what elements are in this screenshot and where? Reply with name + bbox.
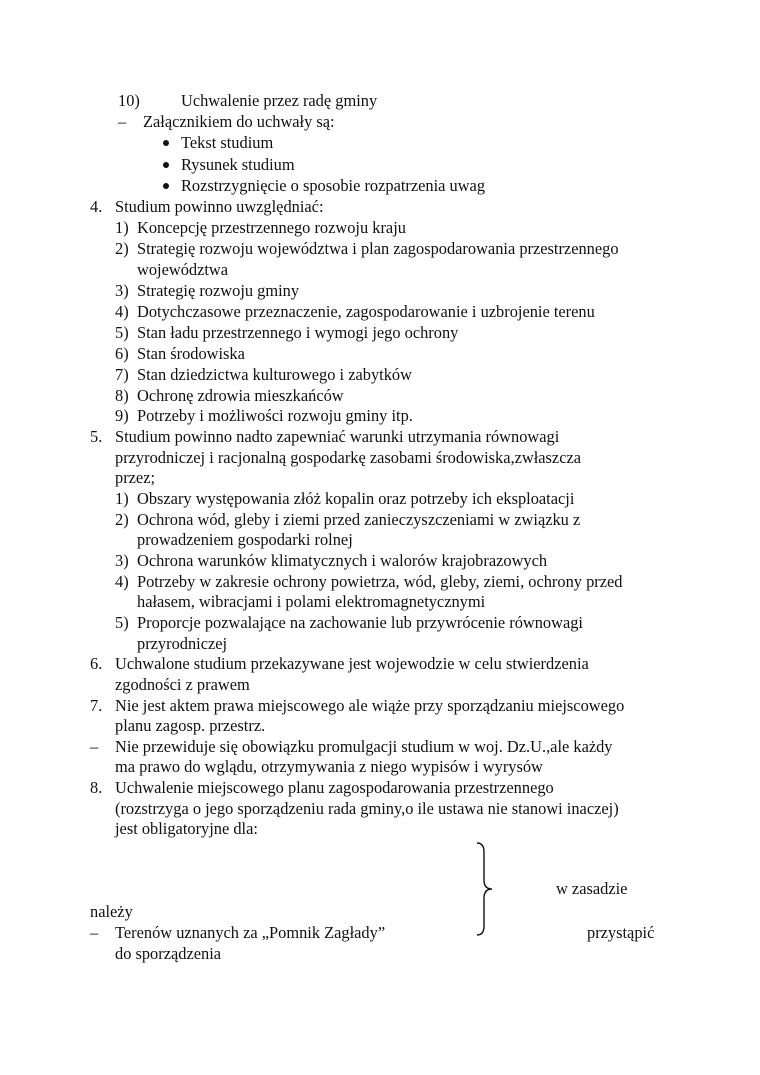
s4-item-3-text: Strategię rozwoju gminy	[137, 281, 300, 300]
s4-item-2-text-cont: województwa	[137, 260, 229, 279]
w-zasadzie-text: w zasadzie	[556, 879, 628, 898]
przystapic-text: przystąpić	[587, 923, 655, 942]
s5-item-4-text-cont: hałasem, wibracjami i polami elektromagnetycznymi	[137, 592, 486, 611]
s4-item-1-text: Koncepcję przestrzennego rozwoju kraju	[137, 218, 406, 237]
s5-item-1-text: Obszary występowania złóż kopalin oraz potrzeby ich eksploatacji	[137, 489, 575, 508]
section-7-number: 7.	[90, 696, 103, 715]
section-5-line-1: Studium powinno nadto zapewniać warunki utrzymania równowagi	[115, 427, 560, 446]
s4-item-6-number: 6)	[115, 344, 129, 363]
bullet-2-icon	[163, 162, 169, 168]
s4-item-9-text: Potrzeby i możliwości rozwoju gminy itp.	[137, 406, 413, 425]
section-4-heading: Studium powinno uwzględniać:	[115, 197, 324, 216]
s5-item-5-text: Proporcje pozwalające na zachowanie lub przywrócenie równowagi	[137, 613, 583, 632]
right-brace-icon	[474, 842, 496, 936]
s4-item-1-number: 1)	[115, 218, 129, 237]
s4-item-4-text: Dotychczasowe przeznaczenie, zagospodarowanie i uzbrojenie terenu	[137, 302, 595, 321]
item-10-text: Uchwalenie przez radę gminy	[181, 91, 378, 110]
s5-item-1-number: 1)	[115, 489, 129, 508]
section-8-line-2: (rozstrzyga o jego sporządzeniu rada gminy,o ile ustawa nie stanowi inaczej)	[115, 799, 619, 818]
s5-item-2-text: Ochrona wód, gleby i ziemi przed zanieczyszczeniami w związku z	[137, 510, 581, 529]
s4-item-6-text: Stan środowiska	[137, 344, 245, 363]
attachments-dash: –	[118, 112, 127, 131]
section-6-line-1: Uchwalone studium przekazywane jest wojewodzie w celu stwierdzenia	[115, 654, 589, 673]
s4-item-7-number: 7)	[115, 365, 129, 384]
section-8-line-1: Uchwalenie miejscowego planu zagospodarowania przestrzennego	[115, 778, 554, 797]
item-10-number: 10)	[118, 91, 140, 110]
section-5-line-2: przyrodniczej i racjonalną gospodarkę zasobami środowiska,zwłaszcza	[115, 448, 582, 467]
note-7-dash: –	[90, 737, 99, 756]
section-8-line-3: jest obligatoryjne dla:	[115, 819, 258, 838]
s4-item-5-text: Stan ładu przestrzennego i wymogi jego ochrony	[137, 323, 459, 342]
s5-item-5-text-cont: przyrodniczej	[137, 634, 228, 653]
s5-item-3-number: 3)	[115, 551, 129, 570]
s5-item-2-number: 2)	[115, 510, 129, 529]
attachment-bullet-1: Tekst studium	[181, 133, 274, 152]
section-7-line-2: planu zagosp. przestrz.	[115, 716, 266, 735]
s4-item-4-number: 4)	[115, 302, 129, 321]
section-6-line-2: zgodności z prawem	[115, 675, 250, 694]
note-7-line-2: ma prawo do wglądu, otrzymywania z niego wypisów i wyrysów	[115, 757, 543, 776]
tereny-text: Terenów uznanych za „Pomnik Zagłady”	[115, 923, 386, 942]
tereny-dash: –	[90, 923, 99, 942]
s5-item-5-number: 5)	[115, 613, 129, 632]
attachments-intro: Załącznikiem do uchwały są:	[143, 112, 335, 131]
s4-item-7-text: Stan dziedzictwa kulturowego i zabytków	[137, 365, 412, 384]
bullet-1-icon	[163, 140, 169, 146]
s4-item-9-number: 9)	[115, 406, 129, 425]
attachment-bullet-3: Rozstrzygnięcie o sposobie rozpatrzenia uwag	[181, 176, 486, 195]
bullet-3-icon	[163, 183, 169, 189]
do-sporzadzenia-text: do sporządzenia	[115, 944, 222, 963]
note-7-line-1: Nie przewiduje się obowiązku promulgacji studium w woj. Dz.U.,ale każdy	[115, 737, 613, 756]
s5-item-2-text-cont: prowadzeniem gospodarki rolnej	[137, 530, 353, 549]
section-6-number: 6.	[90, 654, 103, 673]
s4-item-2-number: 2)	[115, 239, 129, 258]
s5-item-4-text: Potrzeby w zakresie ochrony powietrza, wód, gleby, ziemi, ochrony przed	[137, 572, 623, 591]
s5-item-4-number: 4)	[115, 572, 129, 591]
section-8-number: 8.	[90, 778, 103, 797]
s4-item-5-number: 5)	[115, 323, 129, 342]
s4-item-3-number: 3)	[115, 281, 129, 300]
section-5-line-3: przez;	[115, 468, 156, 487]
section-5-number: 5.	[90, 427, 103, 446]
nalezy-text: należy	[90, 902, 133, 921]
s5-item-3-text: Ochrona warunków klimatycznych i walorów krajobrazowych	[137, 551, 548, 570]
s4-item-2-text: Strategię rozwoju województwa i plan zagospodarowania przestrzennego	[137, 239, 619, 258]
section-7-line-1: Nie jest aktem prawa miejscowego ale wiąże przy sporządzaniu miejscowego	[115, 696, 625, 715]
s4-item-8-text: Ochronę zdrowia mieszkańców	[137, 386, 344, 405]
section-4-number: 4.	[90, 197, 103, 216]
s4-item-8-number: 8)	[115, 386, 129, 405]
attachment-bullet-2: Rysunek studium	[181, 155, 295, 174]
